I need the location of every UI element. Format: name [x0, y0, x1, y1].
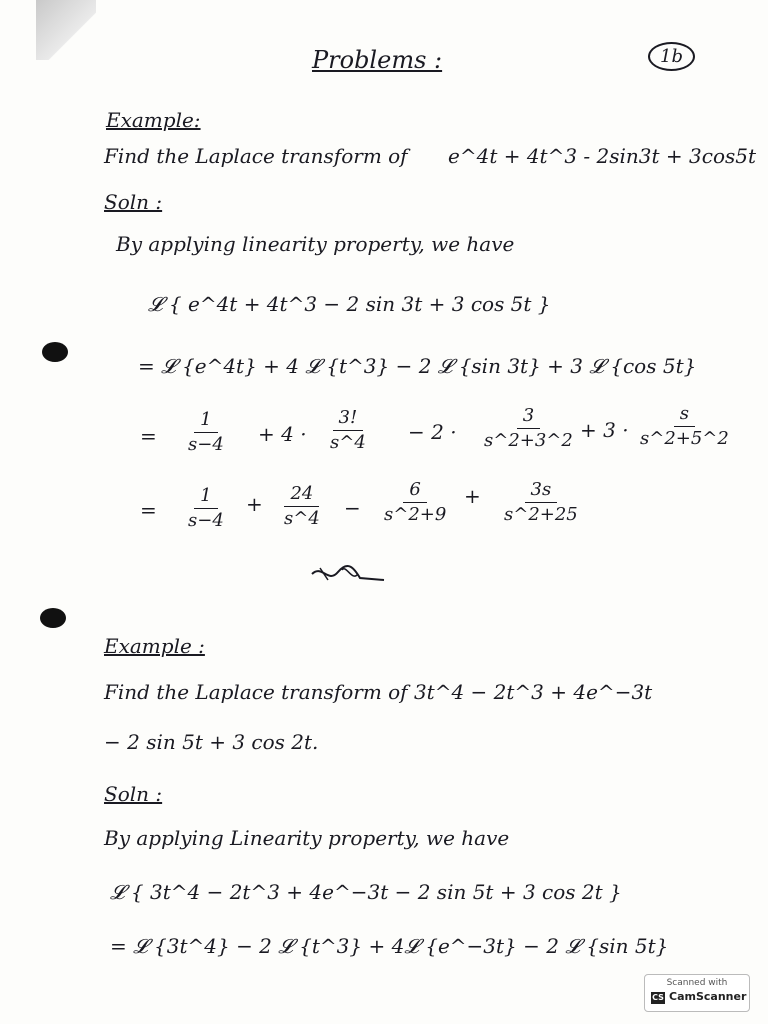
fraction-numerator: 3s — [525, 478, 558, 503]
fraction-numerator: 3! — [333, 406, 364, 431]
example2-step1: 𝓛 { 3t^4 − 2t^3 + 4e^−3t − 2 sin 5t + 3 cos 2t } — [110, 880, 622, 904]
fraction-numerator: 6 — [403, 478, 426, 503]
fraction-1 — [188, 484, 224, 533]
example1-intro: By applying linearity property, we have — [116, 232, 515, 256]
page-title: Problems : — [312, 46, 443, 74]
fraction-1 — [188, 408, 224, 457]
fraction-denominator: s−4 — [188, 510, 224, 531]
fraction-numerator: 24 — [284, 482, 319, 507]
fraction-denominator: s^4 — [284, 508, 320, 529]
operator: + — [246, 492, 263, 516]
scanner-watermark — [644, 974, 750, 1012]
example2-solution-heading: Soln : — [104, 782, 163, 806]
operator: + 3 · — [580, 418, 629, 442]
equals-sign: = — [140, 498, 157, 522]
operator: − — [344, 496, 361, 520]
example1-solution-heading: Soln : — [104, 190, 163, 214]
fraction-denominator: s^2+9 — [384, 504, 447, 525]
punch-hole — [40, 608, 66, 628]
fraction-4 — [640, 402, 729, 451]
example1-step1: 𝓛 { e^4t + 4t^3 − 2 sin 3t + 3 cos 5t } — [148, 292, 551, 316]
example1-heading: Example: — [106, 108, 201, 132]
example1-problem-prefix: Find the Laplace transform of — [104, 144, 408, 168]
page-number: 1b — [648, 42, 695, 71]
operator: + — [464, 484, 481, 508]
fraction-numerator: 1 — [194, 484, 217, 509]
example2-step2: = 𝓛 {3t^4} − 2 𝓛 {t^3} + 4𝓛 {e^−3t} − 2 𝓛 {sin 5t} — [110, 934, 669, 958]
camscanner-logo-icon: CS — [652, 993, 664, 1002]
fraction-denominator: s^2+25 — [504, 504, 578, 525]
end-scribble — [308, 560, 388, 590]
example2-intro: By applying Linearity property, we have — [104, 826, 510, 850]
operator: + 4 · — [258, 422, 307, 446]
example1-function: e^4t + 4t^3 - 2sin3t + 3cos5t — [448, 144, 757, 168]
fraction-3 — [384, 478, 446, 527]
fraction-numerator: s — [674, 402, 695, 427]
fraction-4 — [504, 478, 578, 527]
operator: − 2 · — [408, 420, 457, 444]
fraction-denominator: s^2+5^2 — [640, 428, 729, 449]
fraction-numerator: 3 — [517, 404, 540, 429]
example1-step2: = 𝓛 {e^4t} + 4 𝓛 {t^3} − 2 𝓛 {sin 3t} + 3 𝓛 {cos 5t} — [138, 354, 697, 378]
fraction-3 — [484, 404, 573, 453]
folded-corner — [36, 0, 96, 60]
fraction-numerator: 1 — [194, 408, 217, 433]
fraction-denominator: s−4 — [188, 434, 224, 455]
watermark-caption: Scanned with — [666, 978, 728, 988]
equals-sign: = — [140, 424, 157, 448]
example2-problem-line1: Find the Laplace transform of 3t^4 − 2t^3 + 4e^−3t — [104, 680, 653, 704]
punch-hole — [42, 342, 68, 362]
example2-heading: Example : — [104, 634, 205, 658]
fraction-denominator: s^4 — [330, 432, 366, 453]
fraction-denominator: s^2+3^2 — [484, 430, 573, 451]
fraction-2 — [284, 482, 320, 531]
fraction-2 — [330, 406, 366, 455]
example2-problem-line2: − 2 sin 5t + 3 cos 2t. — [104, 730, 319, 754]
watermark-brand: CamScanner — [669, 990, 747, 1003]
